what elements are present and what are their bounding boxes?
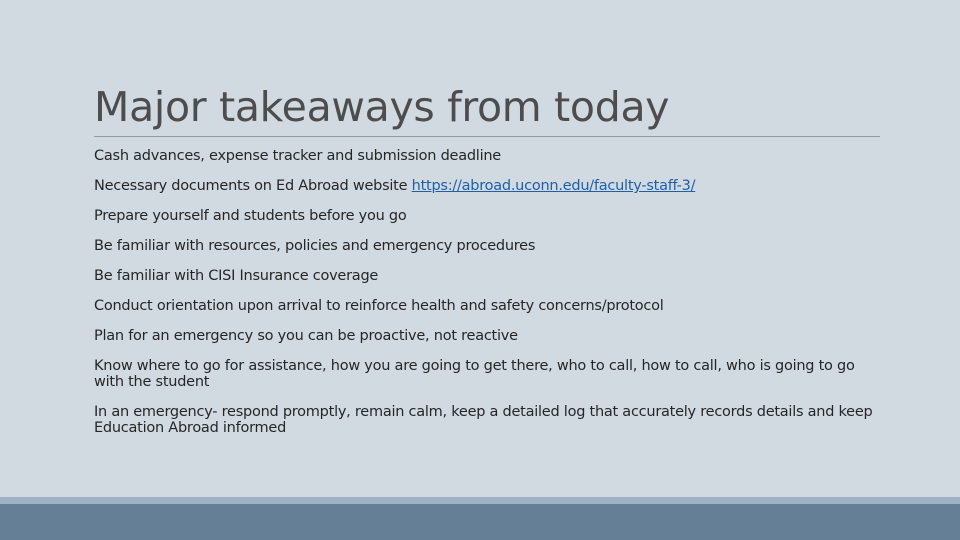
bullet-text: Be familiar with resources, policies and emergency procedures xyxy=(94,238,536,254)
bullet-text: Prepare yourself and students before you go xyxy=(94,208,407,224)
bullet-text: Be familiar with CISI Insurance coverage xyxy=(94,268,379,284)
bullet-text: Plan for an emergency so you can be proactive, not reactive xyxy=(94,328,518,344)
bullet-text: Conduct orientation upon arrival to reinforce health and safety concerns/protocol xyxy=(94,298,664,314)
bullet-item xyxy=(94,206,884,226)
title-divider xyxy=(94,136,880,137)
slide-title: Major takeaways from today xyxy=(94,83,670,131)
bullet-item xyxy=(94,402,884,438)
bullet-item xyxy=(94,176,884,196)
bullet-text: Necessary documents on Ed Abroad website xyxy=(94,178,412,194)
bullet-item xyxy=(94,326,884,346)
bullet-item xyxy=(94,146,884,166)
bullet-item xyxy=(94,356,884,392)
bullet-text: Know where to go for assistance, how you are going to get there, who to call, how to call, who is going to go with the student xyxy=(94,358,855,390)
bullet-item xyxy=(94,236,884,256)
bullet-item xyxy=(94,296,884,316)
bullet-item xyxy=(94,266,884,286)
footer-highlight-band xyxy=(0,497,960,504)
bullet-text: Cash advances, expense tracker and submission deadline xyxy=(94,148,501,164)
footer-band xyxy=(0,504,960,540)
bullet-text: In an emergency- respond promptly, remain calm, keep a detailed log that accurately records details and keep Education Abroad informed xyxy=(94,404,873,436)
faculty-staff-link[interactable]: https://abroad.uconn.edu/faculty-staff-3/ xyxy=(411,178,696,194)
bullet-list xyxy=(94,146,884,448)
